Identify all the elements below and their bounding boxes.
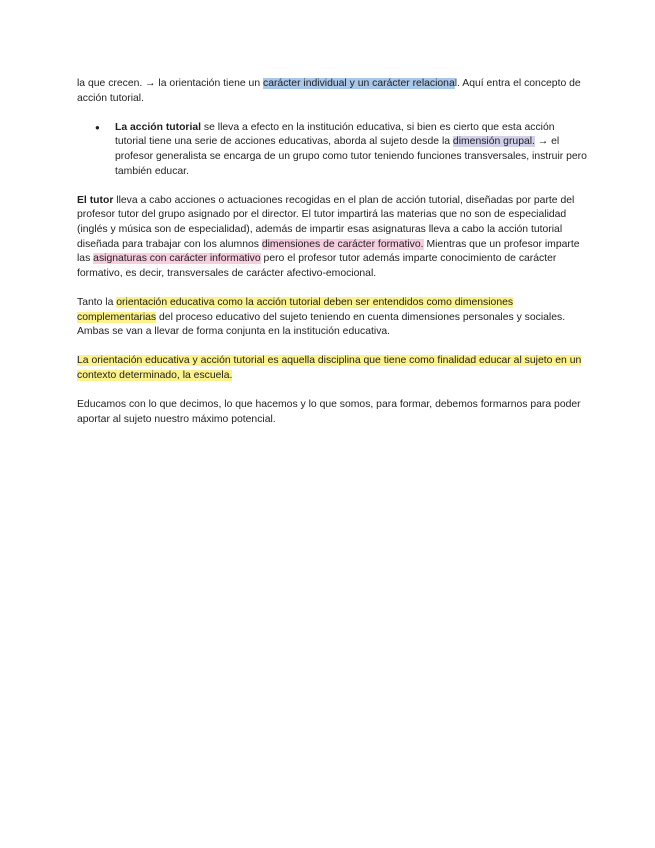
paragraph-closing: Educamos con lo que decimos, lo que hacemos y lo que somos, para formar, debemos formarnos para poder aportar al sujeto nuestro máximo potencial. (77, 399, 581, 425)
text-run: pero el profesor tutor además imparte conocimiento de carácter formativo, es decir, transversales de carácter afectivo-emocional. (77, 253, 557, 279)
text-run: lleva a cabo acciones o actuaciones recogidas en el plan de acción tutorial, diseñadas por parte del profesor tutor del grupo asignado por el director. El tutor impartirá las materias que no son de especialidad (inglés y música son de especialidad), además de impartir esas asignaturas lleva a cabo la acción tutorial diseñada para trabajar con los alumnos (77, 194, 575, 250)
bold-term: La acción tutorial (115, 121, 202, 133)
bullet-list (77, 121, 587, 179)
text-run: l. Aquí entra el concepto de acción tutorial. (77, 78, 581, 104)
document-page (77, 77, 587, 442)
text-run: se lleva a efecto en la institución educativa, si bien es cierto que esta acción tutorial tiene una serie de acciones educativas, aborda al sujeto desde la (115, 121, 555, 148)
highlight-pink: asignaturas con carácter informativo (93, 253, 261, 265)
paragraph-orientation-intro (77, 77, 587, 106)
paragraph-definition (77, 354, 587, 383)
text-run: del proceso educativo del sujeto teniendo en cuenta dimensiones personales y sociales. Ambas se van a llevar de forma conjunta en la institución educativa. (77, 311, 566, 338)
list-item-accion-tutorial (115, 121, 587, 179)
text-run: la que crecen. → la orientación tiene un (77, 78, 263, 89)
paragraph-dimensiones (77, 296, 587, 340)
highlight-lavender: dimensión grupal. (452, 136, 535, 148)
highlight-pink: dimensiones de carácter formativo. (261, 238, 424, 250)
bold-term: El tutor (77, 194, 114, 206)
paragraph-el-tutor (77, 194, 587, 282)
text-run: → el profesor generalista se encarga de un grupo como tutor teniendo funciones transversales, instruir pero también educar. (115, 136, 587, 177)
highlight-blue: carácter individual y un carácter relaciona (263, 78, 455, 89)
highlight-yellow: orientación educativa como la acción tutorial deben ser entendidos como dimensiones complementarias (77, 296, 514, 323)
highlight-yellow: La orientación educativa y acción tutorial es aquella disciplina que tiene como finalidad educar al sujeto en un contexto determinado, la escuela. (77, 355, 582, 381)
text-run: Tanto la (77, 296, 117, 308)
text-run: Mientras que un profesor imparte las (77, 238, 580, 265)
